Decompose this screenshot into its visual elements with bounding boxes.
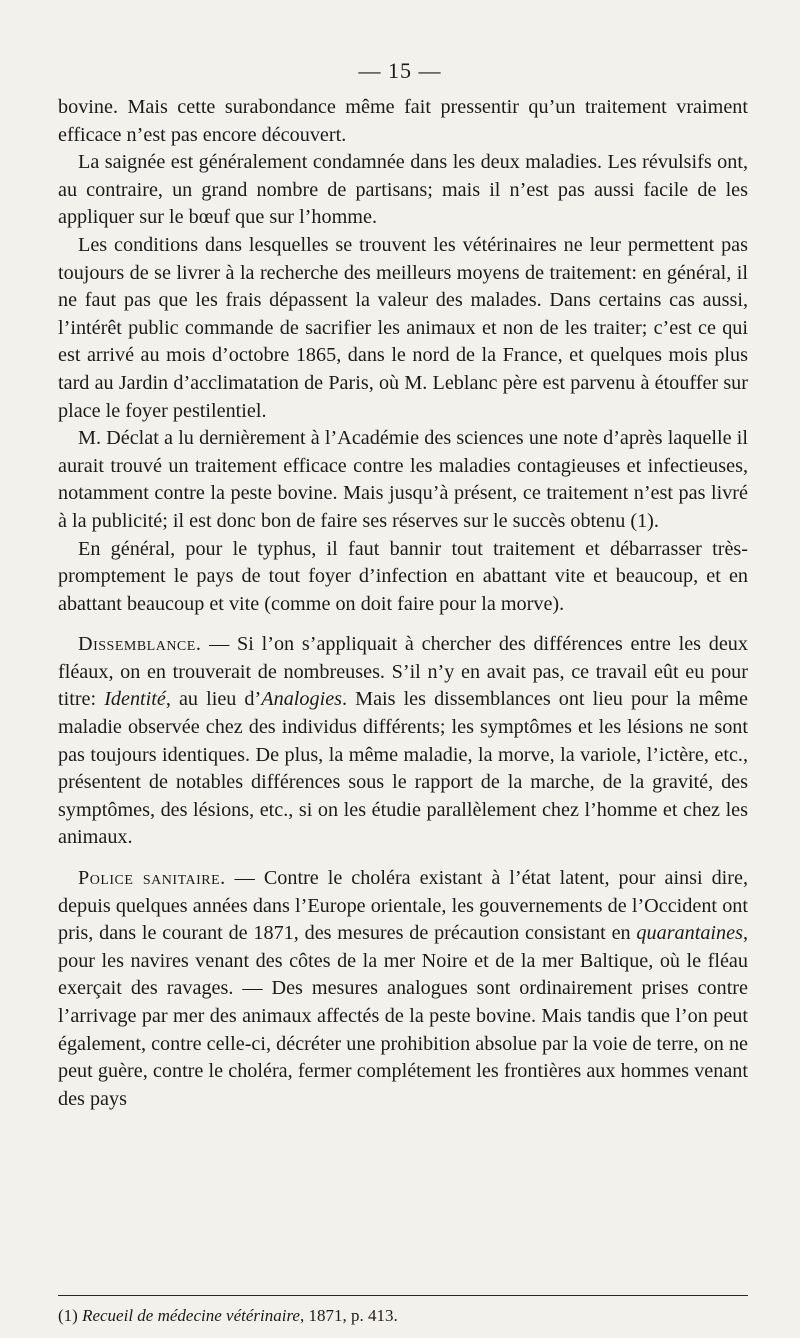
footnote (58, 1305, 748, 1327)
paragraph-text: — Contre le choléra existant à l’état latent, pour ainsi dire, depuis quelques années dans l’Europe orientale, les gouvernements de l’Occident ont pris, dans le courant de 1871, des mesures de précaution consistant en (58, 867, 749, 945)
page-number: — 15 — (358, 58, 442, 83)
emphasis-quarantaines: quarantaines (636, 922, 743, 945)
paragraph-dissemblance (58, 631, 748, 852)
paragraph-police-sanitaire (58, 865, 748, 1113)
paragraph-1: bovine. Mais cette surabondance même fait pressentir qu’un traitement vraiment efficace n’est pas encore découvert. (58, 96, 748, 146)
paragraph-text: , pour les navires venant des côtes de la mer Noire et de la mer Baltique, où le fléau exerçait des ravages. — Des mesures analogues sont ordinairement prises contre l’arrivage par mer des animaux affectés de la peste bovine. Mais tandis que l’on peut également, contre celle-ci, décréter une prohibition absolue par la voie de terre, on ne peut guère, contre le choléra, fermer complétement les frontières aux hommes venant des pays (58, 922, 748, 1110)
footnote-rule (58, 1295, 748, 1296)
footnote-details: , 1871, p. 413. (299, 1306, 398, 1325)
paragraph-5: En général, pour le typhus, il faut bannir tout traitement et débarrasser très-promptement le pays de tout foyer d’infection en abattant vite et beaucoup, et en abattant beaucoup et vite (comme on doit faire pour la morve). (58, 537, 748, 615)
body-text (58, 94, 748, 1113)
paragraph-text: — Si l’on s’appliquait à chercher des différences entre les deux fléaux, on en trouverait de nombreuses. S’il n’y en avait pas, ce travail eût eu pour titre: (58, 633, 748, 711)
paragraph-2: La saignée est généralement condamnée dans les deux maladies. Les révulsifs ont, au contraire, un grand nombre de partisans; mais il n’est pas aussi facile de les appliquer sur le bœuf que sur l’homme. (58, 151, 748, 229)
emphasis-identite: Identité (104, 688, 166, 711)
paragraph-3: Les conditions dans lesquelles se trouvent les vétérinaires ne leur permettent pas toujours de se livrer à la recherche des meilleurs moyens de traitement: en général, il ne faut pas que les frais dépassent la valeur des malades. Dans certains cas aussi, l’intérêt public commande de sacrifier les animaux et non de les traiter; c’est ce qui est arrivé au mois d’octobre 1865, dans le nord de la France, et quelques mois plus tard au Jardin d’acclimatation de Paris, où M. Leblanc père est parvenu à étouffer sur place le foyer pestilentiel. (58, 233, 748, 422)
section-heading-dissemblance: Dissemblance. (78, 633, 202, 656)
paragraph-4: M. Déclat a lu dernièrement à l’Académie des sciences une note d’après laquelle il aurait trouvé un traitement efficace contre les maladies contagieuses et infectieuses, notamment contre la peste bovine. Mais jusqu’à présent, ce traitement n’est pas livré à la publicité; il est donc bon de faire ses réserves sur le succès obtenu (1). (58, 427, 748, 532)
section-heading-police-sanitaire: Police sanitaire. (78, 867, 226, 890)
emphasis-analogies: Analogies (261, 688, 343, 711)
paragraph-text: . Mais les dissemblances ont lieu pour la même maladie observée chez des individus différents; les symptômes et les lésions ne sont pas toujours identiques. De plus, la même maladie, la morve, la variole, l’ictère, etc., présentent de notables différences sous le rapport de la marche, de la gravité, des symptômes, des lésions, etc., si on les étudie parallèlement chez l’homme et chez les animaux. (58, 688, 748, 849)
footnote-source: Recueil de médecine vétérinaire (82, 1306, 300, 1325)
paragraph-text: , au lieu d’ (165, 688, 262, 711)
footnote-marker: (1) (58, 1306, 83, 1325)
